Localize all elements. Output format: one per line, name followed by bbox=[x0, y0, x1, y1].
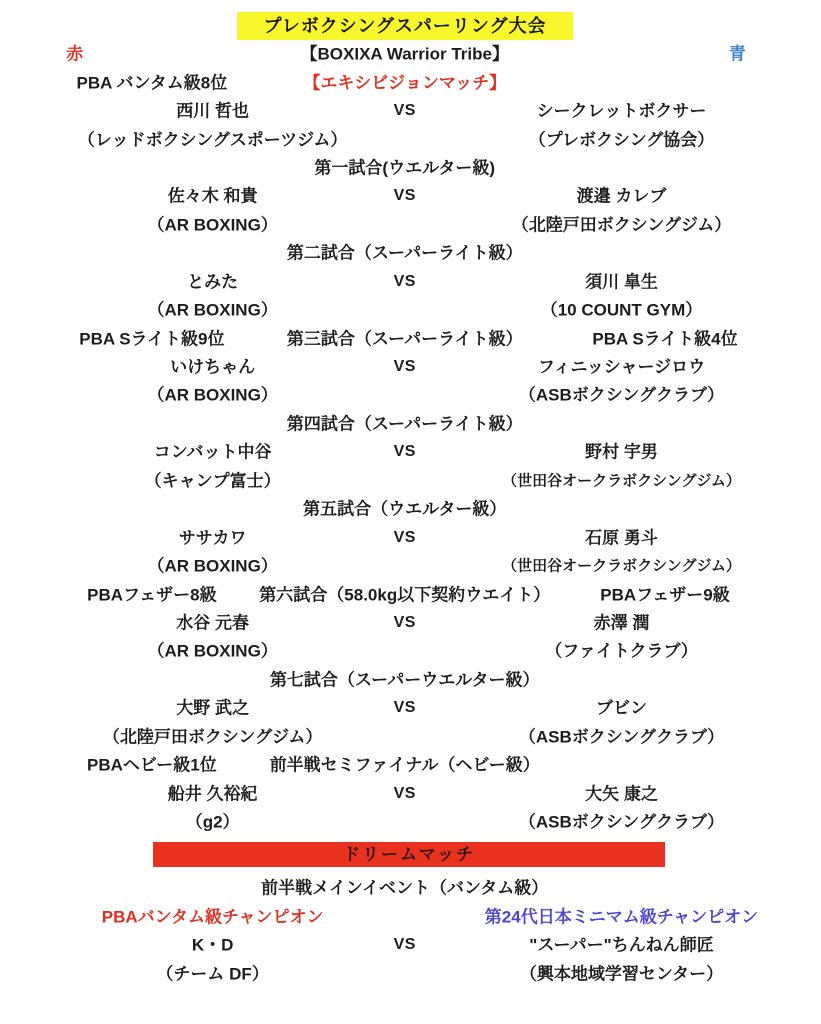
gym-name: （g2） bbox=[185, 812, 240, 832]
vs-label: VS bbox=[393, 187, 416, 205]
doc-line bbox=[0, 666, 821, 694]
rank-label: PBAフェザー8級 bbox=[87, 585, 217, 605]
vs-label: VS bbox=[393, 613, 416, 631]
gym-name: （北陸戸田ボクシングジム） bbox=[511, 215, 732, 235]
vs-label: VS bbox=[393, 272, 416, 290]
fighter-name: コンバット中谷 bbox=[153, 442, 272, 462]
doc-line bbox=[0, 580, 821, 608]
rank-label: PBA Sライト級9位 bbox=[79, 329, 225, 349]
gym-name: （興本地域学習センター） bbox=[519, 964, 724, 984]
doc-line bbox=[0, 324, 821, 352]
doc-line bbox=[0, 410, 821, 438]
doc-line bbox=[0, 125, 821, 153]
fighter-name: "スーパー"ちんねん師匠 bbox=[529, 935, 714, 955]
doc-line bbox=[0, 97, 821, 125]
gym-name: （北陸戸田ボクシングジム） bbox=[102, 727, 323, 747]
doc-line bbox=[0, 874, 821, 902]
red-corner-label: 赤 bbox=[66, 44, 84, 64]
match-title: 第六試合（58.0kg以下契約ウエイト） bbox=[259, 585, 551, 605]
match-title: 第三試合（スーパーライト級） bbox=[286, 329, 523, 349]
doc-line bbox=[0, 779, 821, 807]
gym-name: （レッドボクシングスポーツジム） bbox=[77, 130, 348, 150]
fighter-name: 大野 武之 bbox=[176, 698, 249, 718]
match-title: 前半戦メインイベント（バンタム級） bbox=[261, 878, 549, 898]
fighter-name: 西川 哲也 bbox=[176, 101, 249, 121]
gym-name: （ASBボクシングクラブ） bbox=[518, 727, 725, 747]
doc-line bbox=[0, 960, 821, 988]
champion-title: PBAバンタム級チャンピオン bbox=[101, 907, 324, 927]
doc-line bbox=[0, 182, 821, 210]
gym-name: （キャンプ富士） bbox=[144, 471, 281, 491]
fighter-name: 須川 皐生 bbox=[585, 272, 658, 292]
match-title: 第四試合（スーパーライト級） bbox=[286, 414, 523, 434]
rows-container bbox=[0, 12, 821, 988]
match-title: 【エキシビジョンマッチ】 bbox=[303, 73, 507, 93]
doc-line bbox=[0, 68, 821, 96]
rank-label: PBA Sライト級4位 bbox=[592, 329, 738, 349]
gym-name: （AR BOXING） bbox=[147, 641, 278, 661]
vs-label: VS bbox=[393, 358, 416, 376]
dream-match-banner: ドリームマッチ bbox=[153, 842, 665, 867]
doc-line bbox=[0, 808, 821, 836]
vs-label: VS bbox=[393, 699, 416, 717]
fighter-name: フィニッシャージロウ bbox=[537, 357, 706, 377]
doc-line bbox=[0, 609, 821, 637]
gym-name: （10 COUNT GYM） bbox=[540, 300, 703, 320]
doc-line bbox=[0, 751, 821, 779]
gym-name: （AR BOXING） bbox=[147, 300, 278, 320]
fighter-name: 水谷 元春 bbox=[176, 613, 249, 633]
match-title: 第五試合（ウエルター級） bbox=[303, 499, 507, 519]
fighter-name: とみた bbox=[187, 272, 239, 292]
rank-label: PBAフェザー9級 bbox=[600, 585, 730, 605]
gym-name: （プレボクシング協会） bbox=[528, 130, 715, 150]
doc-line bbox=[0, 296, 821, 324]
champion-title: 第24代日本ミニマム級チャンピオン bbox=[484, 907, 759, 927]
fighter-name: シークレットボクサー bbox=[536, 101, 707, 121]
fighter-name: ブビン bbox=[595, 698, 647, 718]
doc-line bbox=[0, 438, 821, 466]
doc-line bbox=[0, 723, 821, 751]
fighter-name: ササカワ bbox=[178, 528, 247, 548]
doc-line bbox=[0, 268, 821, 296]
match-title: 前半戦セミファイナル（ヘビー級） bbox=[269, 755, 540, 775]
gym-name: （チーム DF） bbox=[156, 964, 269, 984]
gym-name: （AR BOXING） bbox=[147, 385, 278, 405]
gym-name: （AR BOXING） bbox=[147, 556, 278, 576]
doc-line bbox=[0, 154, 821, 182]
rank-label: PBAヘビー級1位 bbox=[87, 755, 217, 775]
fighter-name: K・D bbox=[191, 935, 234, 955]
doc-line bbox=[0, 523, 821, 551]
blue-corner-label: 青 bbox=[728, 44, 746, 64]
fighter-name: 石原 勇斗 bbox=[585, 528, 658, 548]
doc-line bbox=[0, 239, 821, 267]
doc-line bbox=[0, 40, 821, 68]
doc-line bbox=[0, 637, 821, 665]
fighter-name: いけちゃん bbox=[170, 357, 256, 377]
doc-line bbox=[0, 211, 821, 239]
vs-label: VS bbox=[393, 936, 416, 954]
gym-name: （AR BOXING） bbox=[147, 215, 278, 235]
match-title: 第七試合（スーパーウエルター級） bbox=[269, 670, 540, 690]
vs-label: VS bbox=[393, 443, 416, 461]
doc-line bbox=[0, 467, 821, 495]
fighter-name: 佐々木 和貴 bbox=[167, 186, 258, 206]
vs-label: VS bbox=[393, 102, 416, 120]
doc-line bbox=[0, 694, 821, 722]
event-series-title: 【BOXIXA Warrior Tribe】 bbox=[300, 44, 509, 64]
doc-line bbox=[0, 353, 821, 381]
doc-line bbox=[0, 495, 821, 523]
vs-label: VS bbox=[393, 784, 416, 802]
rank-label: PBA バンタム級8位 bbox=[76, 73, 228, 93]
match-title: 第一試合(ウエルター級) bbox=[314, 158, 496, 178]
gym-name: （ASBボクシングクラブ） bbox=[518, 812, 725, 832]
fighter-name: 渡邉 カレブ bbox=[576, 186, 667, 206]
doc-line bbox=[0, 931, 821, 959]
match-title: 第二試合（スーパーライト級） bbox=[286, 243, 523, 263]
fighter-name: 赤澤 潤 bbox=[593, 613, 650, 633]
doc-line bbox=[0, 903, 821, 931]
fighter-name: 野村 宇男 bbox=[585, 442, 658, 462]
fighter-name: 船井 久裕紀 bbox=[167, 784, 258, 804]
fighter-name: 大矢 康之 bbox=[585, 784, 658, 804]
vs-label: VS bbox=[393, 528, 416, 546]
doc-line bbox=[0, 381, 821, 409]
event-title-banner: プレボクシングスパーリング大会 bbox=[237, 12, 573, 40]
gym-name: （ファイトクラブ） bbox=[545, 641, 698, 661]
gym-name: （ASBボクシングクラブ） bbox=[518, 385, 725, 405]
gym-name: （世田谷オークラボクシングジム） bbox=[502, 472, 741, 490]
gym-name: （世田谷オークラボクシングジム） bbox=[502, 557, 741, 575]
doc-line bbox=[0, 552, 821, 580]
